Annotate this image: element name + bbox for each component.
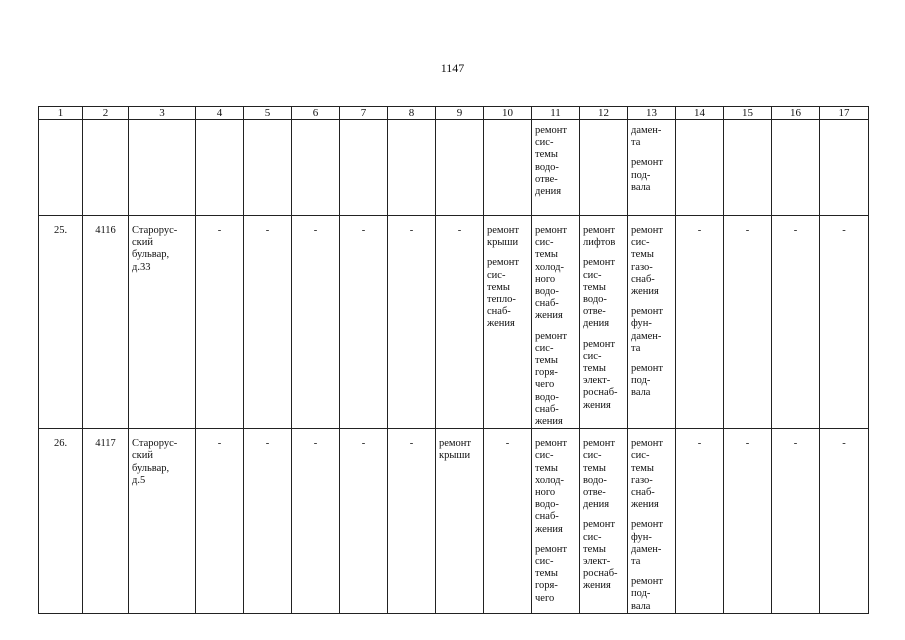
cell-text-line: ного: [535, 487, 556, 499]
cell-text-line: дения: [535, 186, 562, 198]
cell-text-line: тепло-: [487, 294, 516, 306]
cell-text-line: ремонт: [535, 225, 568, 236]
table-cell: [532, 216, 580, 429]
cell-text-line: -: [793, 225, 798, 236]
table-cell: [820, 216, 869, 429]
cell-text-line: ремонт: [535, 543, 568, 555]
cell-text-line: водо-: [583, 474, 607, 486]
cell-text-line: -: [697, 438, 702, 450]
cell-text-block: [583, 257, 624, 330]
cell-text-block: [86, 225, 125, 237]
table-cell: [39, 216, 83, 429]
cell-text-block: [631, 125, 672, 149]
cell-text-line: жения: [487, 318, 515, 330]
cell-text-line: ремонт: [583, 257, 616, 269]
cell-text-line: ремонт: [631, 438, 664, 450]
table-cell: [628, 429, 676, 614]
table-cell: [340, 120, 388, 216]
cell-text-line: темы: [631, 249, 654, 261]
table-cell: [388, 120, 436, 216]
cell-text-block: [132, 225, 192, 274]
cell-text-block: [439, 225, 480, 237]
cell-text-line: жения: [631, 499, 659, 511]
cell-text-line: под-: [631, 588, 651, 600]
column-header-8: 8: [388, 107, 436, 120]
cell-text-block: [631, 306, 672, 355]
column-header-14: 14: [676, 107, 724, 120]
table-cell: [628, 216, 676, 429]
cell-text-block: [199, 438, 240, 450]
cell-text-line: холод-: [535, 261, 564, 273]
cell-text-block: [42, 225, 79, 237]
column-header-12: 12: [580, 107, 628, 120]
cell-text-line: газо-: [631, 474, 653, 486]
cell-text-block: [535, 544, 576, 605]
cell-text-line: вала: [631, 387, 651, 399]
table-cell: [83, 429, 129, 614]
table-cell: [532, 120, 580, 216]
cell-text-line: ремонт: [631, 519, 664, 531]
cell-text-line: сис-: [631, 237, 650, 249]
cell-text-block: [132, 438, 192, 487]
cell-text-line: дения: [583, 499, 610, 511]
column-header-3: 3: [129, 107, 196, 120]
cell-text-line: бульвар,: [132, 249, 170, 261]
cell-text-block: [343, 438, 384, 450]
cell-text-block: [247, 225, 288, 237]
cell-text-line: ремонт: [439, 438, 472, 450]
table-cell: [83, 120, 129, 216]
table-cell: [388, 429, 436, 614]
table-cell: [484, 216, 532, 429]
cell-text-line: 25.: [53, 225, 68, 236]
cell-text-line: -: [409, 438, 414, 450]
cell-text-line: снаб-: [631, 487, 655, 499]
table-cell: [340, 216, 388, 429]
cell-text-line: та: [631, 556, 641, 568]
cell-text-block: [631, 438, 672, 511]
table-cell: [772, 120, 820, 216]
cell-text-line: ский: [132, 450, 153, 462]
cell-text-line: сис-: [535, 342, 554, 354]
cell-text-line: газо-: [631, 261, 653, 273]
cell-text-line: темы: [535, 568, 558, 580]
cell-text-line: темы: [631, 462, 654, 474]
cell-text-line: ремонт: [535, 125, 568, 136]
cell-text-line: дамен-: [631, 330, 662, 342]
cell-text-line: ремонт: [535, 438, 568, 450]
cell-text-line: ремонт: [631, 157, 664, 169]
cell-text-block: [775, 225, 816, 237]
cell-text-line: под-: [631, 375, 651, 387]
table-cell: [580, 120, 628, 216]
table-cell: [820, 120, 869, 216]
table-cell: [436, 120, 484, 216]
table-cell: [580, 216, 628, 429]
table-cell: [820, 429, 869, 614]
cell-text-block: [583, 225, 624, 249]
cell-text-block: [295, 438, 336, 450]
cell-text-line: темы: [583, 363, 606, 375]
cell-text-line: -: [409, 225, 414, 236]
table-cell: [388, 216, 436, 429]
cell-text-block: [727, 438, 768, 450]
table-cell: [484, 429, 532, 614]
cell-text-block: [631, 576, 672, 613]
column-header-9: 9: [436, 107, 484, 120]
cell-text-line: чего: [535, 379, 555, 391]
cell-text-block: [42, 438, 79, 450]
cell-text-line: водо-: [535, 286, 559, 298]
cell-text-line: элект-: [583, 556, 611, 568]
table-cell: [196, 120, 244, 216]
cell-text-line: -: [217, 438, 222, 450]
cell-text-line: водо-: [535, 391, 559, 403]
cell-text-line: темы: [583, 462, 606, 474]
cell-text-block: [679, 225, 720, 237]
table-row: [39, 429, 869, 614]
cell-text-line: роснаб-: [583, 568, 618, 580]
cell-text-line: дамен-: [631, 543, 662, 555]
cell-text-line: ремонт: [487, 225, 520, 236]
cell-text-line: та: [631, 342, 641, 354]
cell-text-line: -: [361, 225, 366, 236]
cell-text-line: снаб-: [535, 511, 559, 523]
table-cell: [292, 429, 340, 614]
table-cell: [676, 429, 724, 614]
table-cell: [628, 120, 676, 216]
table-cell: [129, 120, 196, 216]
column-header-15: 15: [724, 107, 772, 120]
cell-text-block: [391, 225, 432, 237]
cell-text-line: Старорус-: [132, 438, 178, 450]
table-cell: [39, 120, 83, 216]
cell-text-line: -: [745, 225, 750, 236]
table-cell: [340, 429, 388, 614]
column-header-11: 11: [532, 107, 580, 120]
table-cell: [436, 429, 484, 614]
table-cell: [39, 429, 83, 614]
cell-text-line: -: [313, 438, 318, 450]
cell-text-line: сис-: [535, 137, 554, 149]
cell-text-line: горя-: [535, 367, 558, 379]
cell-text-line: сис-: [583, 531, 602, 543]
cell-text-line: снаб-: [535, 403, 559, 415]
column-header-13: 13: [628, 107, 676, 120]
cell-text-line: -: [842, 225, 846, 236]
cell-text-line: темы: [583, 281, 606, 293]
cell-text-line: ремонт: [487, 257, 520, 269]
cell-text-line: ремонт: [631, 225, 664, 236]
cell-text-line: сис-: [583, 450, 602, 462]
cell-text-line: ский: [132, 237, 153, 249]
cell-text-line: -: [361, 438, 366, 450]
table-cell: [244, 120, 292, 216]
table-cell: [676, 216, 724, 429]
column-header-2: 2: [83, 107, 129, 120]
cell-text-line: элект-: [583, 375, 611, 387]
column-header-1: 1: [39, 107, 83, 120]
cell-text-line: д.33: [132, 261, 151, 273]
table-cell: [244, 216, 292, 429]
cell-text-line: -: [265, 438, 270, 450]
cell-text-block: [583, 339, 624, 412]
cell-text-line: роснаб-: [583, 387, 618, 399]
cell-text-line: отве-: [535, 173, 558, 185]
table-cell: [292, 120, 340, 216]
cell-text-line: темы: [535, 149, 558, 161]
cell-text-line: сис-: [535, 556, 554, 568]
cell-text-line: ремонт: [535, 330, 568, 342]
table-cell: [580, 429, 628, 614]
cell-text-line: фун-: [631, 531, 652, 543]
column-header-10: 10: [484, 107, 532, 120]
page-number: 1147: [440, 61, 465, 75]
cell-text-line: ремонт: [631, 306, 664, 318]
table-body: [39, 120, 869, 614]
table-cell: [772, 429, 820, 614]
cell-text-block: [583, 519, 624, 592]
cell-text-block: [391, 438, 432, 450]
cell-text-block: [86, 438, 125, 450]
cell-text-line: ного: [535, 273, 556, 285]
cell-text-line: снаб-: [535, 298, 559, 310]
cell-text-line: снаб-: [487, 306, 511, 318]
cell-text-block: [295, 225, 336, 237]
cell-text-line: та: [631, 137, 641, 149]
cell-text-line: крыши: [439, 450, 471, 462]
cell-text-block: [487, 438, 528, 450]
table-cell: [772, 216, 820, 429]
cell-text-line: жения: [583, 399, 611, 411]
cell-text-line: -: [697, 225, 702, 236]
cell-text-block: [823, 225, 865, 237]
cell-text-line: сис-: [535, 237, 554, 249]
cell-text-line: 4117: [95, 438, 116, 450]
column-header-5: 5: [244, 107, 292, 120]
cell-text-line: ремонт: [583, 225, 616, 236]
cell-text-line: ремонт: [631, 576, 664, 588]
cell-text-line: жения: [535, 523, 563, 535]
table-cell: [532, 429, 580, 614]
cell-text-line: под-: [631, 169, 651, 181]
cell-text-block: [631, 363, 672, 400]
cell-text-block: [583, 438, 624, 511]
cell-text-block: [535, 331, 576, 429]
column-header-17: 17: [820, 107, 869, 120]
cell-text-line: дамен-: [631, 125, 662, 136]
cell-text-block: [631, 519, 672, 568]
cell-text-line: водо-: [535, 161, 559, 173]
table-cell: [724, 120, 772, 216]
cell-text-line: -: [842, 438, 846, 450]
cell-text-line: водо-: [535, 499, 559, 511]
cell-text-line: холод-: [535, 474, 564, 486]
cell-text-block: [823, 438, 865, 450]
column-header-7: 7: [340, 107, 388, 120]
header-row: [39, 107, 869, 120]
cell-text-line: сис-: [535, 450, 554, 462]
table-cell: [484, 120, 532, 216]
cell-text-block: [439, 438, 480, 462]
cell-text-block: [535, 225, 576, 323]
column-header-16: 16: [772, 107, 820, 120]
cell-text-line: вала: [631, 181, 651, 193]
cell-text-line: сис-: [583, 350, 602, 362]
cell-text-block: [631, 157, 672, 194]
cell-text-line: сис-: [487, 269, 506, 281]
cell-text-line: темы: [535, 462, 558, 474]
cell-text-block: [775, 438, 816, 450]
cell-text-line: ремонт: [583, 338, 616, 350]
repair-schedule-table: [38, 106, 869, 614]
table-cell: [724, 429, 772, 614]
cell-text-line: ремонт: [631, 363, 664, 375]
cell-text-line: ремонт: [583, 519, 616, 531]
table-cell: [129, 429, 196, 614]
cell-text-line: -: [265, 225, 270, 236]
cell-text-line: снаб-: [631, 273, 655, 285]
cell-text-line: -: [793, 438, 798, 450]
cell-text-block: [631, 225, 672, 298]
cell-text-line: горя-: [535, 580, 558, 592]
cell-text-line: жения: [535, 310, 563, 322]
cell-text-line: -: [457, 225, 462, 236]
cell-text-line: чего: [535, 592, 555, 604]
cell-text-line: 4116: [95, 225, 116, 236]
table-cell: [676, 120, 724, 216]
cell-text-line: вала: [631, 600, 651, 612]
cell-text-block: [535, 438, 576, 536]
cell-text-block: [535, 125, 576, 198]
cell-text-line: темы: [487, 281, 510, 293]
cell-text-line: отве-: [583, 306, 606, 318]
column-header-4: 4: [196, 107, 244, 120]
column-header-6: 6: [292, 107, 340, 120]
cell-text-line: 26.: [53, 438, 68, 450]
table-row: [39, 120, 869, 216]
table-cell: [724, 216, 772, 429]
cell-text-line: темы: [535, 249, 558, 261]
cell-text-block: [679, 438, 720, 450]
cell-text-line: жения: [583, 580, 611, 592]
cell-text-line: отве-: [583, 487, 606, 499]
cell-text-line: крыши: [487, 237, 519, 249]
cell-text-block: [487, 225, 528, 249]
cell-text-line: фун-: [631, 318, 652, 330]
cell-text-block: [199, 225, 240, 237]
cell-text-block: [343, 225, 384, 237]
cell-text-line: лифтов: [583, 237, 616, 249]
cell-text-line: ремонт: [583, 438, 616, 450]
cell-text-line: Старорус-: [132, 225, 178, 236]
cell-text-line: -: [745, 438, 750, 450]
cell-text-line: темы: [583, 543, 606, 555]
cell-text-line: водо-: [583, 294, 607, 306]
table-cell: [129, 216, 196, 429]
table-cell: [83, 216, 129, 429]
cell-text-block: [247, 438, 288, 450]
cell-text-line: -: [217, 225, 222, 236]
cell-text-line: темы: [535, 355, 558, 367]
cell-text-block: [487, 257, 528, 330]
table-cell: [196, 429, 244, 614]
table-cell: [436, 216, 484, 429]
cell-text-line: жения: [631, 286, 659, 298]
cell-text-line: д.5: [132, 474, 146, 486]
cell-text-line: бульвар,: [132, 462, 170, 474]
cell-text-line: дения: [583, 318, 610, 330]
cell-text-line: -: [505, 438, 510, 450]
table-cell: [196, 216, 244, 429]
table-cell: [244, 429, 292, 614]
table-cell: [292, 216, 340, 429]
cell-text-block: [727, 225, 768, 237]
table-row: [39, 216, 869, 429]
cell-text-line: -: [313, 225, 318, 236]
cell-text-line: сис-: [583, 269, 602, 281]
cell-text-line: сис-: [631, 450, 650, 462]
cell-text-line: жения: [535, 416, 563, 428]
